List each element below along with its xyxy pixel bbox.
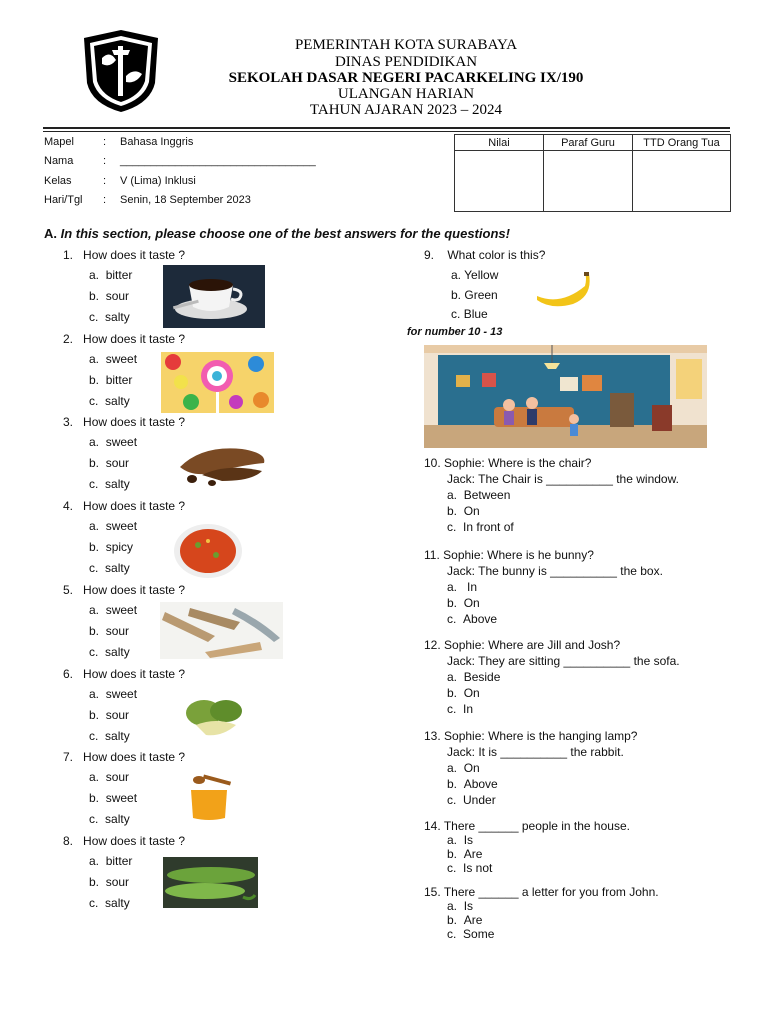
- header-year: TAHUN AJARAN 2023 – 2024: [309, 102, 503, 118]
- score-header-parent: TTD Orang Tua: [633, 135, 731, 151]
- question-3: 3. How does it taste ?: [63, 415, 186, 429]
- q13-option-b[interactable]: b. Above: [447, 777, 498, 791]
- q12-option-a[interactable]: a. Beside: [447, 670, 501, 684]
- question-7: 7. How does it taste ?: [63, 750, 186, 764]
- q13-option-a[interactable]: a. On: [447, 761, 480, 775]
- q11-option-b[interactable]: b. On: [447, 596, 480, 610]
- q15-option-a[interactable]: a. Is: [447, 899, 474, 913]
- q11-option-c[interactable]: c. Above: [447, 612, 498, 626]
- header-government: PEMERINTAH KOTA SURABAYA: [294, 37, 518, 53]
- q4-option-a[interactable]: a. sweet: [89, 519, 138, 533]
- q13-option-c[interactable]: c. Under: [447, 793, 496, 807]
- q9-option-b[interactable]: b. Green: [451, 288, 498, 302]
- header-test-type: ULANGAN HARIAN: [337, 86, 475, 102]
- banana-image: [535, 272, 592, 308]
- q12-option-c[interactable]: c. In: [447, 702, 474, 716]
- q3-option-b[interactable]: b. sour: [89, 456, 130, 470]
- surabaya-crest-icon: [80, 28, 162, 114]
- salted-fish-image: [160, 602, 283, 659]
- q8-option-c[interactable]: c. salty: [89, 896, 130, 910]
- q7-option-b[interactable]: b. sweet: [89, 791, 138, 805]
- q10-option-b[interactable]: b. On: [447, 504, 480, 518]
- q10-option-c[interactable]: c. In front of: [447, 520, 514, 534]
- score-table: [454, 134, 731, 212]
- q8-option-b[interactable]: b. sour: [89, 875, 130, 889]
- q9-option-a[interactable]: a. Yellow: [451, 268, 499, 282]
- q8-option-a[interactable]: a. bitter: [89, 854, 133, 868]
- q5-option-b[interactable]: b. sour: [89, 624, 130, 638]
- living-room-image: [424, 345, 707, 448]
- question-2: 2. How does it taste ?: [63, 332, 186, 346]
- q15-option-c[interactable]: c. Some: [447, 927, 495, 941]
- q6-option-b[interactable]: b. sour: [89, 708, 130, 722]
- question-12: 12. Sophie: Where are Jill and Josh?: [424, 638, 621, 652]
- question-11-answer-line: Jack: The bunny is __________ the box.: [447, 564, 663, 578]
- question-13-answer-line: Jack: It is __________ the rabbit.: [447, 745, 624, 759]
- q15-option-b[interactable]: b. Are: [447, 913, 483, 927]
- for-number-note: for number 10 - 13: [407, 326, 503, 338]
- bitter-gourd-image: [163, 857, 258, 908]
- score-header-teacher: Paraf Guru: [544, 135, 633, 151]
- q4-option-b[interactable]: b. spicy: [89, 540, 134, 554]
- q5-option-c[interactable]: c. salty: [89, 645, 130, 659]
- q3-option-a[interactable]: a. sweet: [89, 435, 138, 449]
- q2-option-a[interactable]: a. sweet: [89, 352, 138, 366]
- question-15: 15. There ______ a letter for you from John.: [424, 885, 659, 899]
- section-heading: A. In this section, please choose one of the best answers for the questions!: [44, 226, 510, 241]
- question-12-answer-line: Jack: They are sitting __________ the sofa.: [447, 654, 680, 668]
- q1-option-c[interactable]: c. salty: [89, 310, 130, 324]
- tamarind-image: [172, 437, 272, 487]
- q14-option-b[interactable]: b. Are: [447, 847, 483, 861]
- question-11: 11. Sophie: Where is he bunny?: [424, 548, 594, 562]
- question-10: 10. Sophie: Where is the chair?: [424, 456, 592, 470]
- q11-option-a[interactable]: a. In: [447, 580, 478, 594]
- spicy-soup-image: [172, 519, 244, 579]
- header-school: SEKOLAH DASAR NEGERI PACARKELING IX/190: [228, 70, 584, 86]
- q14-option-a[interactable]: a. Is: [447, 833, 474, 847]
- q5-option-a[interactable]: a. sweet: [89, 603, 138, 617]
- q10-option-a[interactable]: a. Between: [447, 488, 511, 502]
- score-cell-nilai[interactable]: [455, 151, 544, 212]
- question-14: 14. There ______ people in the house.: [424, 819, 630, 833]
- header-department: DINAS PENDIDIKAN: [334, 54, 478, 70]
- q4-option-c[interactable]: c. salty: [89, 561, 130, 575]
- question-8: 8. How does it taste ?: [63, 834, 186, 848]
- score-cell-parent[interactable]: [633, 151, 731, 212]
- header-rule: [43, 127, 730, 129]
- q6-option-c[interactable]: c. salty: [89, 729, 130, 743]
- question-6: 6. How does it taste ?: [63, 667, 186, 681]
- score-cell-teacher[interactable]: [544, 151, 633, 212]
- q6-option-a[interactable]: a. sweet: [89, 687, 138, 701]
- q2-option-c[interactable]: c. salty: [89, 394, 130, 408]
- question-5: 5. How does it taste ?: [63, 583, 186, 597]
- coffee-image: [163, 265, 265, 328]
- q12-option-b[interactable]: b. On: [447, 686, 480, 700]
- question-9: 9. What color is this?: [424, 248, 546, 262]
- score-header-nilai: Nilai: [455, 135, 544, 151]
- q7-option-c[interactable]: c. salty: [89, 812, 130, 826]
- header-rule-thin: [43, 131, 730, 132]
- question-13: 13. Sophie: Where is the hanging lamp?: [424, 729, 638, 743]
- q3-option-c[interactable]: c. salty: [89, 477, 130, 491]
- q1-option-a[interactable]: a. bitter: [89, 268, 133, 282]
- candy-image: [161, 352, 274, 413]
- q2-option-b[interactable]: b. bitter: [89, 373, 133, 387]
- q14-option-c[interactable]: c. Is not: [447, 861, 493, 875]
- q9-option-c[interactable]: c. Blue: [451, 307, 488, 321]
- q7-option-a[interactable]: a. sour: [89, 770, 130, 784]
- honey-image: [185, 774, 235, 822]
- question-4: 4. How does it taste ?: [63, 499, 186, 513]
- mango-image: [182, 695, 244, 737]
- q1-option-b[interactable]: b. sour: [89, 289, 130, 303]
- question-1: 1. How does it taste ?: [63, 248, 186, 262]
- question-10-answer-line: Jack: The Chair is __________ the window.: [447, 472, 679, 486]
- section-instruction: In this section, please choose one of the best answers for the questions!: [60, 226, 510, 241]
